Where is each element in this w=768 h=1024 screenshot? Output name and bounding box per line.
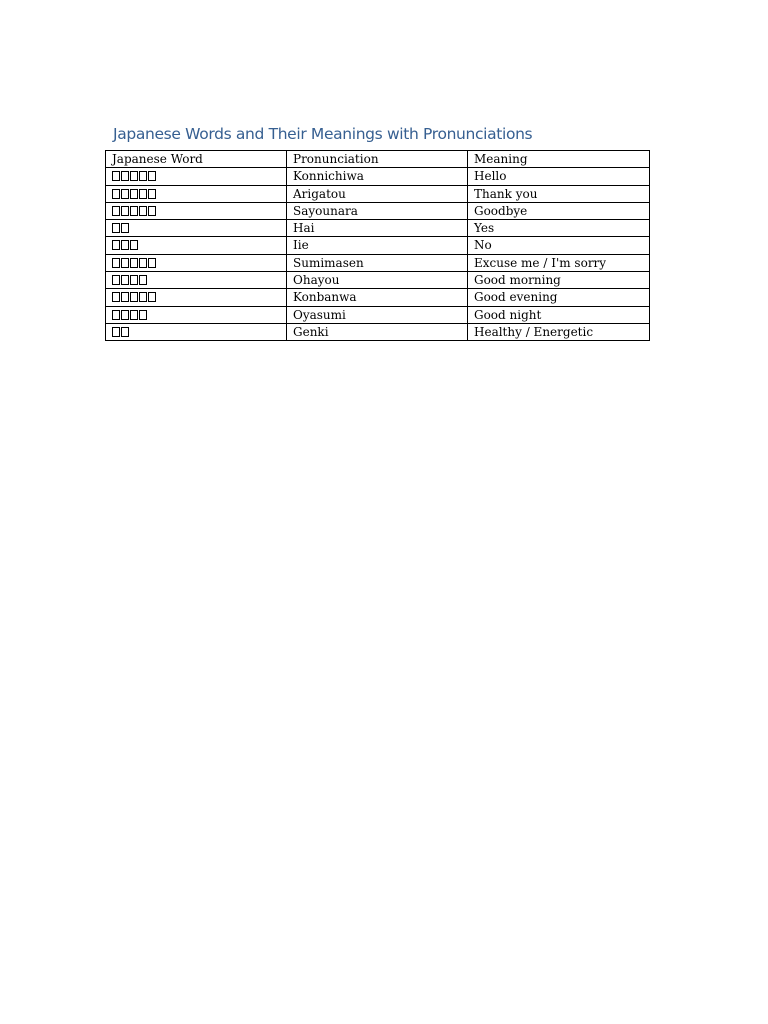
table-row <box>106 254 650 271</box>
table-row <box>106 220 650 237</box>
missing-glyph-box <box>148 206 156 216</box>
japanese-word-text <box>147 272 148 273</box>
missing-glyph-box <box>148 189 156 199</box>
table-row <box>106 185 650 202</box>
missing-glyph-box <box>148 292 156 302</box>
missing-glyph-box <box>130 206 138 216</box>
cell-meaning: Excuse me / I'm sorry <box>468 254 650 271</box>
cell-japanese-word <box>106 323 287 340</box>
missing-glyph-box <box>112 292 120 302</box>
cell-japanese-word <box>106 168 287 185</box>
missing-glyph-box <box>139 189 147 199</box>
missing-glyph-boxes <box>112 223 129 233</box>
missing-glyph-box <box>139 275 147 285</box>
missing-glyph-box <box>130 171 138 181</box>
cell-pronunciation: Sayounara <box>287 202 468 219</box>
missing-glyph-box <box>130 258 138 268</box>
cell-pronunciation: Arigatou <box>287 185 468 202</box>
japanese-word-text <box>129 324 130 325</box>
header-japanese-word: Japanese Word <box>106 151 287 168</box>
japanese-word-text <box>156 186 157 187</box>
table-body <box>106 151 650 341</box>
missing-glyph-box <box>112 275 120 285</box>
missing-glyph-boxes <box>112 171 156 181</box>
missing-glyph-box <box>130 189 138 199</box>
missing-glyph-box <box>148 171 156 181</box>
cell-meaning: Goodbye <box>468 202 650 219</box>
missing-glyph-box <box>112 223 120 233</box>
cell-pronunciation: Ohayou <box>287 272 468 289</box>
missing-glyph-box <box>130 275 138 285</box>
missing-glyph-box <box>139 206 147 216</box>
cell-japanese-word <box>106 185 287 202</box>
missing-glyph-box <box>121 189 129 199</box>
vocabulary-table <box>105 150 650 341</box>
cell-japanese-word <box>106 220 287 237</box>
cell-pronunciation: Konnichiwa <box>287 168 468 185</box>
missing-glyph-boxes <box>112 189 156 199</box>
table-row <box>106 272 650 289</box>
missing-glyph-box <box>121 206 129 216</box>
missing-glyph-box <box>112 310 120 320</box>
missing-glyph-box <box>121 292 129 302</box>
japanese-word-text <box>156 255 157 256</box>
cell-pronunciation: Genki <box>287 323 468 340</box>
missing-glyph-box <box>139 258 147 268</box>
table-header-row <box>106 151 650 168</box>
missing-glyph-box <box>121 327 129 337</box>
table-row <box>106 306 650 323</box>
missing-glyph-box <box>139 310 147 320</box>
table-row <box>106 323 650 340</box>
cell-meaning: Hello <box>468 168 650 185</box>
missing-glyph-box <box>121 275 129 285</box>
cell-meaning: No <box>468 237 650 254</box>
cell-meaning: Good morning <box>468 272 650 289</box>
table-row <box>106 289 650 306</box>
missing-glyph-boxes <box>112 206 156 216</box>
japanese-word-text <box>147 307 148 308</box>
table-row <box>106 202 650 219</box>
table-row <box>106 168 650 185</box>
missing-glyph-box <box>112 206 120 216</box>
missing-glyph-box <box>130 240 138 250</box>
header-meaning: Meaning <box>468 151 650 168</box>
cell-japanese-word <box>106 237 287 254</box>
missing-glyph-box <box>139 171 147 181</box>
missing-glyph-boxes <box>112 310 147 320</box>
missing-glyph-box <box>130 292 138 302</box>
cell-pronunciation: Iie <box>287 237 468 254</box>
cell-japanese-word <box>106 289 287 306</box>
cell-pronunciation: Sumimasen <box>287 254 468 271</box>
missing-glyph-boxes <box>112 275 147 285</box>
missing-glyph-box <box>148 258 156 268</box>
missing-glyph-box <box>121 171 129 181</box>
header-pronunciation: Pronunciation <box>287 151 468 168</box>
japanese-word-text <box>156 289 157 290</box>
cell-meaning: Good evening <box>468 289 650 306</box>
missing-glyph-boxes <box>112 240 138 250</box>
missing-glyph-box <box>112 189 120 199</box>
japanese-word-text <box>138 237 139 238</box>
page-title: Japanese Words and Their Meanings with Pronunciations <box>113 125 533 143</box>
cell-pronunciation: Hai <box>287 220 468 237</box>
cell-japanese-word <box>106 202 287 219</box>
cell-pronunciation: Oyasumi <box>287 306 468 323</box>
missing-glyph-boxes <box>112 327 129 337</box>
cell-meaning: Good night <box>468 306 650 323</box>
missing-glyph-box <box>121 310 129 320</box>
table-row <box>106 237 650 254</box>
missing-glyph-boxes <box>112 292 156 302</box>
missing-glyph-box <box>130 310 138 320</box>
cell-meaning: Healthy / Energetic <box>468 323 650 340</box>
cell-meaning: Yes <box>468 220 650 237</box>
missing-glyph-box <box>121 240 129 250</box>
missing-glyph-box <box>139 292 147 302</box>
missing-glyph-box <box>112 327 120 337</box>
japanese-word-text <box>156 168 157 169</box>
missing-glyph-boxes <box>112 258 156 268</box>
japanese-word-text <box>156 203 157 204</box>
missing-glyph-box <box>112 258 120 268</box>
japanese-word-text <box>129 220 130 221</box>
missing-glyph-box <box>112 240 120 250</box>
missing-glyph-box <box>112 171 120 181</box>
cell-meaning: Thank you <box>468 185 650 202</box>
cell-japanese-word <box>106 254 287 271</box>
missing-glyph-box <box>121 223 129 233</box>
missing-glyph-box <box>121 258 129 268</box>
cell-japanese-word <box>106 306 287 323</box>
cell-pronunciation: Konbanwa <box>287 289 468 306</box>
cell-japanese-word <box>106 272 287 289</box>
